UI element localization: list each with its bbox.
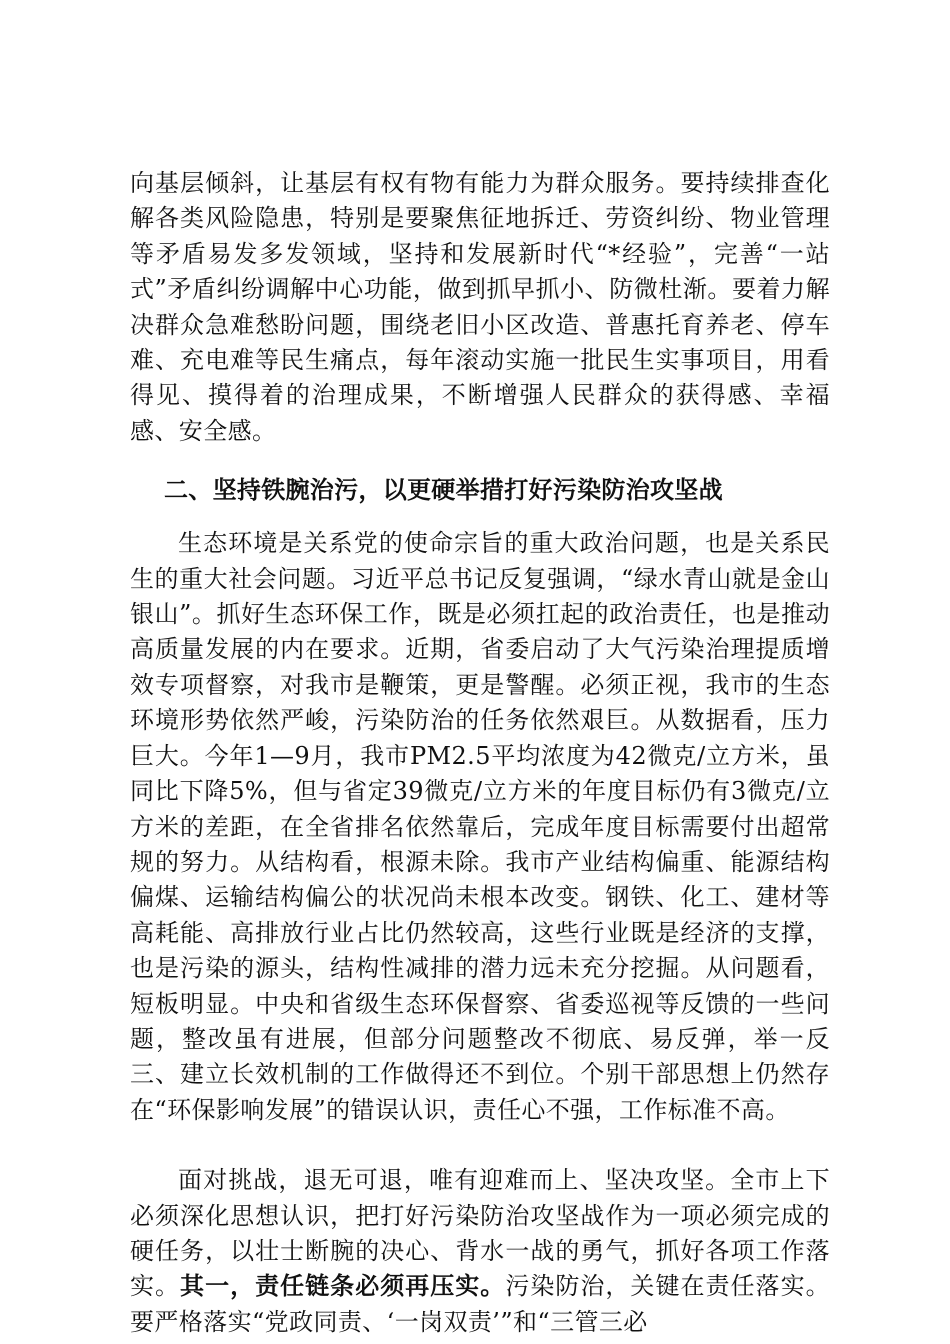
section-heading: 二、坚持铁腕治污，以更硬举措打好污染防治攻坚战 — [164, 476, 723, 505]
paragraph-response — [130, 1163, 830, 1340]
spacer — [130, 1128, 830, 1163]
spacer — [130, 508, 830, 526]
paragraph-response-intro: 面对挑战，退无可退，唯有迎难而上、坚决攻坚。全市上下必须深化思想认识，把打好污染防治攻坚战作为一项必须完成的硬任务，以壮士断腕的决心、背水一战的勇气，抓好各项工作落实。 — [130, 1166, 830, 1301]
paragraph-continued: 向基层倾斜，让基层有权有物有能力为群众服务。要持续排查化解各类风险隐患，特别是要聚焦征地拆迁、劳资纠纷、物业管理等矛盾易发多发领域，坚持和发展新时代“*经验”，完善“一站式”矛盾纠纷调解中心功能，做到抓早抓小、防微杜渐。要着力解决群众急难愁盼问题，围绕老旧小区改造、普惠托育养老、停车难、充电难等民生痛点，每年滚动实施一批民生实事项目，用看得见、摸得着的治理成果，不断增强人民群众的获得感、幸福感、安全感。 — [130, 169, 830, 445]
paragraph-response-emphasis: 其一，责任链条必须再压实。 — [180, 1272, 506, 1301]
paragraph-ecology: 生态环境是关系党的使命宗旨的重大政治问题，也是关系民生的重大社会问题。习近平总书记反复强调，“绿水青山就是金山银山”。抓好生态环保工作，既是必须扛起的政治责任，也是推动高质量发展的内在要求。近期，省委启动了大气污染治理提质增效专项督察，对我市是鞭策，更是警醒。必须正视，我市的生态环境形势依然严峻，污染防治的任务依然艰巨。从数据看，压力巨大。今年1—9月，我市PM2.5平均浓度为42微克/立方米，虽同比下降5%，但与省定39微克/立方米的年度目标仍有3微克/立方米的差距，在全省排名依然靠后，完成年度目标需要付出超常规的努力。从结构看，根源未除。我市产业结构偏重、能源结构偏煤、运输结构偏公的状况尚未根本改变。钢铁、化工、建材等高耗能、高排放行业占比仍然较高，这些行业既是经济的支撑，也是污染的源头，结构性减排的潜力远未充分挖掘。从问题看，短板明显。中央和省级生态环保督察、省委巡视等反馈的一些问题，整改虽有进展，但部分问题整改不彻底、易反弹，举一反三、建立长效机制的工作做得还不到位。个别干部思想上仍然存在“环保影响发展”的错误认识，责任心不强，工作标准不高。 — [130, 529, 830, 1124]
document-body — [130, 166, 830, 1340]
paragraph-response-continuation: 污染防治，关键在责任落实。要严格落实“党政同责、‘一岗双责’”和“三管三必 — [130, 1272, 830, 1336]
spacer — [130, 449, 830, 473]
